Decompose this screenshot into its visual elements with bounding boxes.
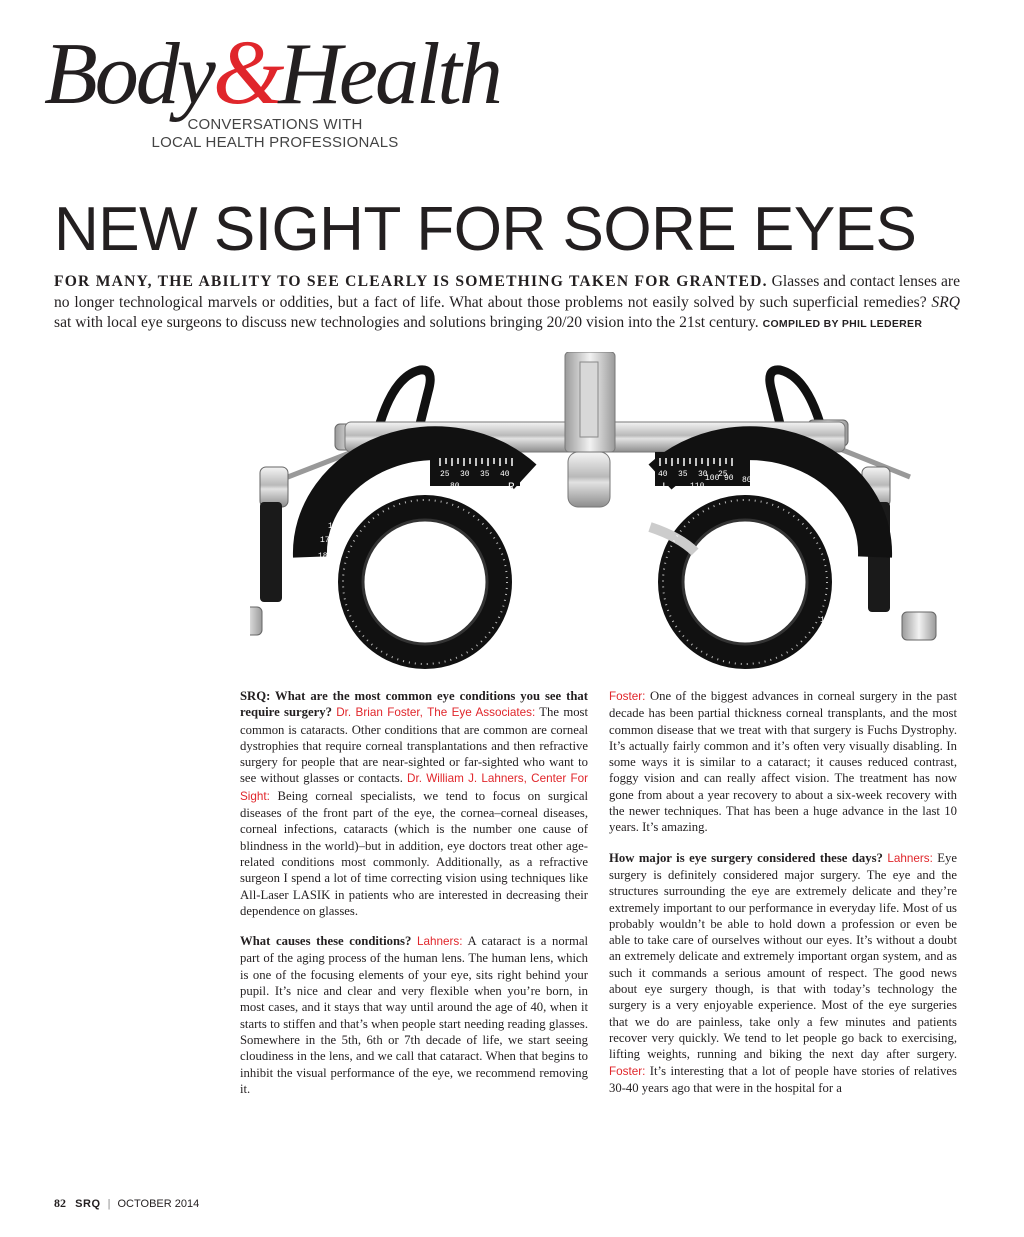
scale-label-right-15: 140 (648, 508, 663, 517)
scale-label-right-21: 10 (824, 530, 834, 539)
speaker-foster-2: Foster: (609, 1064, 646, 1078)
tagline-line-1: CONVERSATIONS WITH (187, 116, 363, 133)
qa-surgery (609, 850, 957, 1096)
magazine-name: SRQ (75, 1198, 101, 1210)
nose-rest (568, 452, 610, 507)
article-headline: NEW SIGHT FOR SORE EYES (54, 195, 917, 264)
intro-text-b: sat with local eye surgeons to discuss new technologies and solutions bringing 20/20 vision into the 21st century. (54, 314, 763, 331)
scale-label-left-21: 30 (330, 616, 340, 625)
scale-label-left-15: 160 (328, 522, 343, 531)
speaker-foster-full: Dr. Brian Foster, The Eye Associates: (336, 706, 536, 720)
scale-label-right-2: 35 (678, 470, 688, 479)
scale-label-right-4: 25 (718, 470, 728, 479)
scale-label-right-8: 70 (758, 480, 768, 489)
knob-bottom-right (902, 612, 936, 640)
scale-label-right-3: 30 (698, 470, 708, 479)
answer-2: A cataract is a normal part of the aging process of the human lens. The human lens, which is one of the focusing elements of your eye, sits right behind your pupil. It’s nice and clear and very flexible when you’re born, in most cases, and it stays that way until around the age of 40, when it starts to stiffen and that’s when people start needing reading glasses. Somewhere in the 5th, 6th or 7th decade of life, we start seeing cloudiness in the lens, and we call that cataract. When that begins to inhibit the visual performance of the eye, we recommend removing it. (240, 934, 588, 1096)
scale-label-left-7: 110 (388, 480, 403, 489)
answer-4: Eye surgery is definitely considered major surgery. The eye and the structures surrounding the eye are extremely delicate and they’re extremely important to our performance in everyday life. Most of us probably wouldn’t be able to hold down a profession or even be able to take care of ourselves without our eyes. It’s without a doubt an extremely delicate and extremely important organ system, and as such it commands a serious amount of respect. The good news about eye surgery though, is that with today’s technology the surgery is a very enjoyable experience. Most of the eye surgeries that we do are painless, take only a few minutes and patients recover very quickly. We tend to let people go back to exercising, lifting weights, running and biking the next day after surgery. (609, 850, 958, 1062)
scale-label-right-l: L (662, 482, 669, 494)
scale-label-left-3: 35 (480, 470, 490, 479)
scale-label-left-r: R (508, 482, 515, 494)
masthead-tagline (100, 116, 450, 152)
scale-label-left-17: 140 (350, 500, 365, 509)
scale-label-left-2: 30 (460, 470, 470, 479)
intro-credit: COMPILED BY PHIL LEDERER (762, 318, 923, 330)
scale-label-left-8: 100 (402, 476, 417, 485)
tagline-line-2: LOCAL HEALTH PROFESSIONALS (151, 134, 399, 151)
intro-srq: SRQ (931, 293, 960, 311)
masthead-word-health: Health (278, 26, 500, 123)
scale-label-left-11: 70 (464, 486, 474, 495)
scale-label-left-6: 120 (374, 486, 389, 495)
scale-label-left-12: 60 (476, 492, 486, 501)
knob-side-left (260, 467, 288, 507)
scale-label-left-20: 20 (322, 596, 332, 605)
scale-label-right-19: 180 (844, 566, 859, 575)
intro-lead: FOR MANY, THE ABILITY TO SEE CLEARLY IS SOMETHING TAKEN FOR GRANTED. (54, 273, 768, 290)
lens-cell-left (350, 507, 500, 657)
answer-1b: Being corneal specialists, we tend to focus on surgical diseases of the front part of the eye, the cornea–corneal diseases, corneal infections, cataracts (which is the number one cause of blindness in the world)–but in addition, eye doctors treat other age-related conditions most commonly. Additionally, as a refractive surgeon I spend a lot of time correcting vision using techniques like All-Laser LASIK in patients who are interested in decreasing their dependence on glasses. (240, 788, 588, 918)
answer-1a: The most common is cataracts. Other conditions that are common are corneal dystrophies that require corneal transplantations and then refractive surgery for people that are near-sighted or far-sighted who want to see without glasses or contacts. (240, 705, 589, 786)
scale-label-left-14: 170 (320, 536, 335, 545)
article-column-right (609, 688, 957, 1110)
scale-label-right-6: 90 (724, 474, 734, 483)
scale-label-right-16: 150 (820, 616, 835, 625)
scale-label-right-5: 100 (705, 474, 720, 483)
masthead-logo (44, 22, 604, 122)
scale-label-right-14: 110 (690, 482, 705, 491)
scale-label-right-20: 20 (812, 514, 822, 523)
speaker-lahners-full: Dr. William J. Lahners, Center For Sight: (240, 772, 588, 803)
qa-conditions (240, 688, 588, 919)
scale-label-left-9: 90 (418, 474, 428, 483)
intro-text-a: Glasses and contact lenses are no longer technological marvels or oddities, but a fact of life. What about those problems not easily solved by such superficial remedies? (54, 273, 960, 311)
scale-label-left-18: 180 (318, 552, 333, 561)
knob-bottom-left (250, 607, 262, 635)
scale-label-left-19: 10 (320, 576, 330, 585)
question-2: What causes these conditions? (240, 934, 412, 949)
scale-label-right-11: 40 (798, 500, 808, 509)
scale-label-right-13: 120 (676, 490, 691, 499)
scale-label-left-5: 130 (362, 492, 377, 501)
question-1: SRQ: What are the most common eye conditions you see that require surgery? (240, 689, 588, 720)
question-3: How major is eye surgery considered these days? (609, 850, 883, 865)
scale-label-right-10: 50 (786, 492, 796, 501)
issue-date: OCTOBER 2014 (117, 1198, 200, 1210)
answer-3: One of the biggest advances in corneal surgery in the past decade has been partial thickness corneal transplants, and the most common disease that we treat with that surgery is Fuchs Dystrophy. It’s actually fairly common and it’s often very visually disabling. In some ways it is similar to a cataract; it causes reduced contrast, foggy vision and can really affect vision. The treatment has now gone from about a year recovery to about a six-week recovery with the newer techniques. That has been a huge advance in the last 10 years. It’s amazing. (609, 689, 957, 835)
qa-causes (240, 933, 588, 1097)
article-column-left (240, 688, 588, 1111)
scale-label-right-17: 160 (830, 600, 845, 609)
scale-label-right-7: 80 (742, 476, 752, 485)
scale-label-right-1: 40 (658, 470, 668, 479)
scale-label-left-4: 40 (500, 470, 510, 479)
article-intro (54, 272, 960, 335)
page-footer (54, 1196, 199, 1211)
page-number: 82 (54, 1196, 66, 1210)
qa-advances (609, 688, 957, 836)
masthead-word-body: Body (44, 26, 213, 123)
speaker-lahners-2: Lahners: (887, 851, 933, 865)
scale-label-right-9: 60 (772, 486, 782, 495)
speaker-foster: Foster: (609, 690, 646, 703)
scale-label-left-1: 25 (440, 470, 450, 479)
scale-label-right-12: 130 (662, 498, 677, 507)
footer-separator: | (107, 1198, 111, 1210)
scale-label-left-16: 150 (338, 510, 353, 519)
scale-label-right-18: 170 (838, 584, 853, 593)
trial-frame-photo (250, 352, 950, 672)
answer-5: It’s interesting that a lot of people have stories of relatives 30-40 years ago that were in the hospital for a (609, 1063, 957, 1095)
scale-label-left-13: 50 (488, 500, 498, 509)
scale-label-left-10: 80 (450, 482, 460, 491)
masthead-ampersand: & (212, 21, 279, 123)
lens-cell-right (670, 507, 820, 657)
speaker-lahners: Lahners: (417, 935, 463, 949)
